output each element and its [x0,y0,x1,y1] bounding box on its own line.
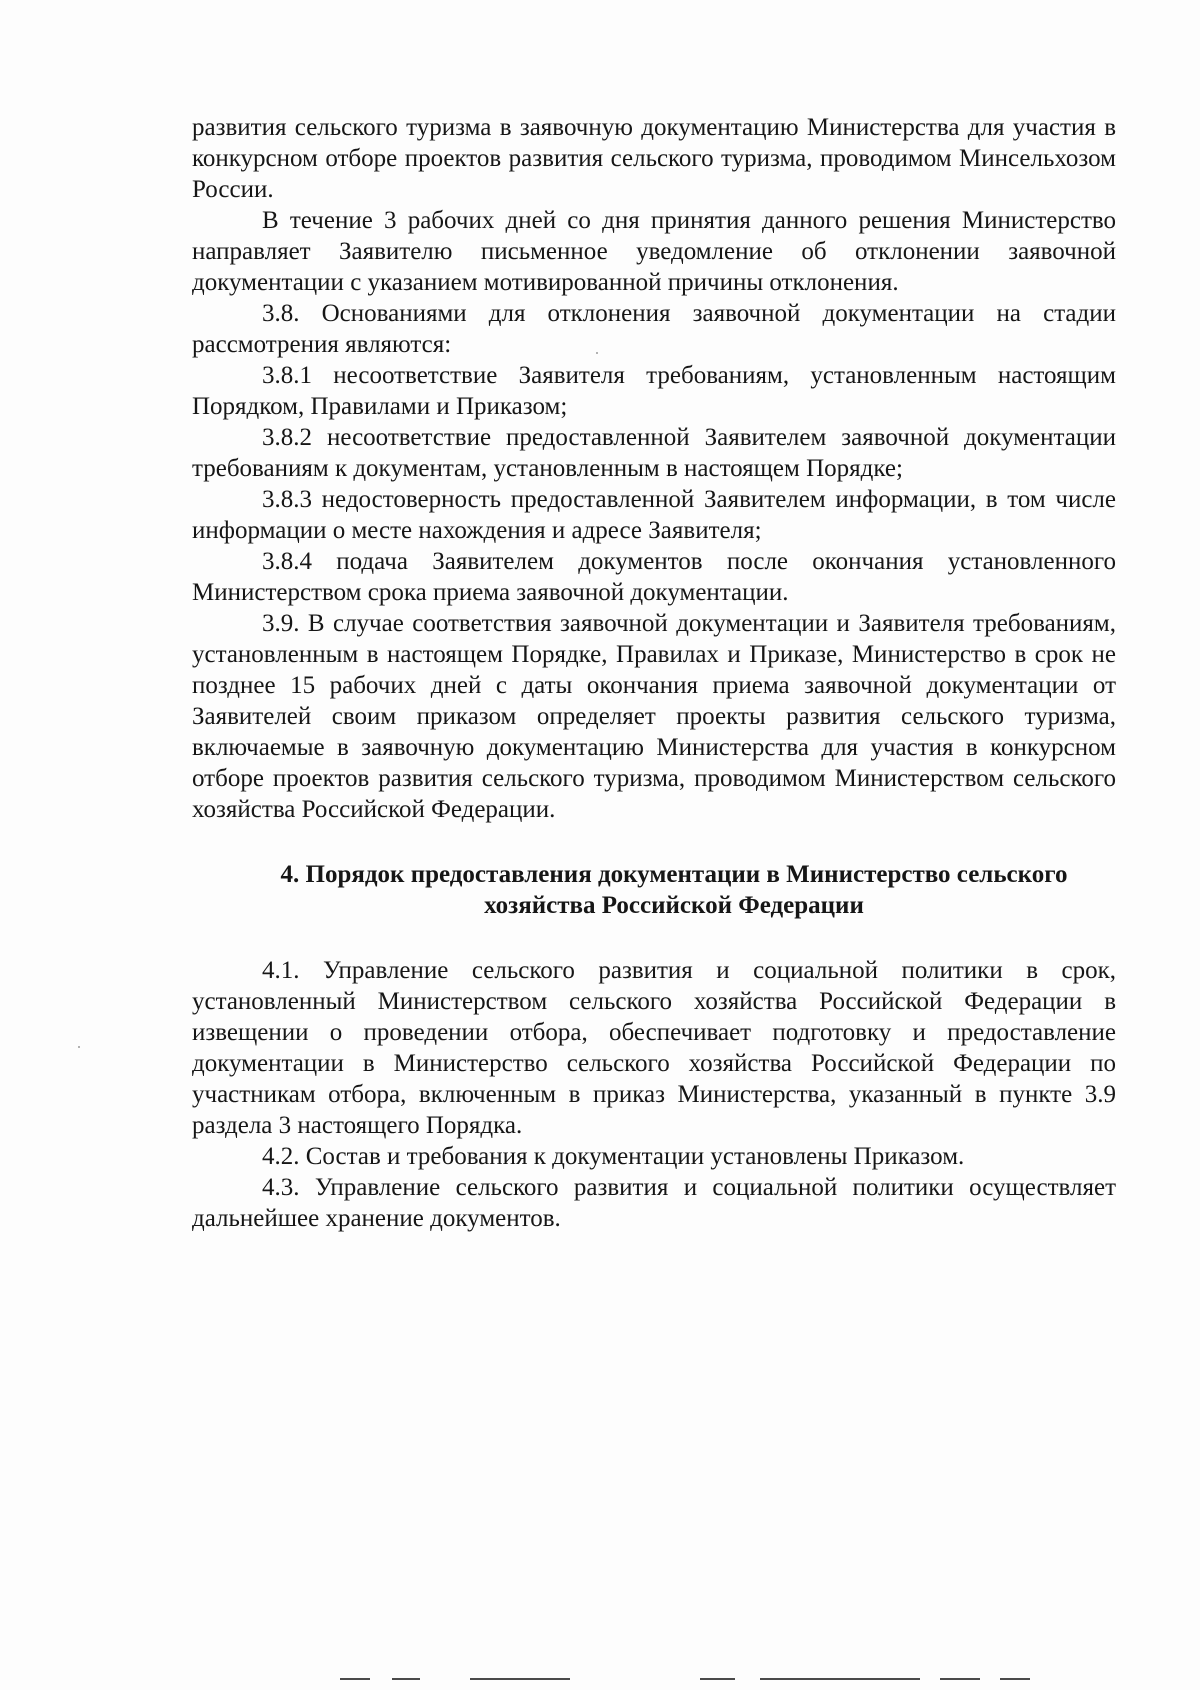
scan-artifact-line [470,1678,570,1680]
scan-artifact-line [940,1678,980,1680]
paragraph-3-8-2: 3.8.2 несоответствие предоставленной Заявителем заявочной документации требованиям к документам, установленным в настоящем Порядке; [192,424,1116,482]
scan-artifact-line [700,1678,735,1680]
paragraph-3-8-1: 3.8.1 несоответствие Заявителя требованиям, установленным настоящим Порядком, Правилами и Приказом; [192,362,1116,420]
paragraph-3-9: 3.9. В случае соответствия заявочной документации и Заявителя требованиям, установленным в настоящем Порядке, Правилах и Приказе, Министерство в срок не позднее 15 рабочих дней с даты окончания приема заявочной документации от Заявителей своим приказом определяет проекты развития сельского туризма, включаемые в заявочную документацию Министерства для участия в конкурсном отборе проектов развития сельского туризма, проводимом Министерством сельского хозяйства Российской Федерации. [192,610,1116,823]
scan-artifact-line [340,1678,370,1680]
section-4-heading [192,859,1116,921]
section-4-heading-line1: 4. Порядок предоставления документации в Министерство сельского [280,861,1068,888]
paragraph-3-8-4: 3.8.4 подача Заявителем документов после окончания установленного Министерством срока приема заявочной документации. [192,548,1116,606]
paragraph-notification: В течение 3 рабочих дней со дня принятия данного решения Министерство направляет Заявителю письменное уведомление об отклонении заявочной документации с указанием мотивированной причины отклонения. [192,207,1116,296]
paragraph-4-1: 4.1. Управление сельского развития и социальной политики в срок, установленный Министерством сельского хозяйства Российской Федерации в извещении о проведении отбора, обеспечивает подготовку и предоставление документации в Министерство сельского хозяйства Российской Федерации по участникам отбора, включенным в приказ Министерства, указанный в пункте 3.9 раздела 3 настоящего Порядка. [192,957,1116,1139]
paragraph-3-8: 3.8. Основаниями для отклонения заявочной документации на стадии рассмотрения являются: [192,300,1116,358]
scan-speck [596,352,598,354]
document-body [192,112,1116,1234]
paragraph-4-2: 4.2. Состав и требования к документации установлены Приказом. [262,1143,965,1170]
scan-artifact-line [760,1678,920,1680]
section-4-heading-line2: хозяйства Российской Федерации [484,892,864,919]
scan-speck [78,1046,80,1048]
paragraph-4-3: 4.3. Управление сельского развития и социальной политики осуществляет дальнейшее хранение документов. [192,1174,1116,1232]
scan-artifact-line [392,1678,420,1680]
paragraph-3-8-3: 3.8.3 недостоверность предоставленной Заявителем информации, в том числе информации о месте нахождения и адресе Заявителя; [192,486,1116,544]
paragraph-continuation: развития сельского туризма в заявочную документацию Министерства для участия в конкурсном отборе проектов развития сельского туризма, проводимом Минсельхозом России. [192,114,1116,203]
scan-artifact-line [1000,1678,1030,1680]
